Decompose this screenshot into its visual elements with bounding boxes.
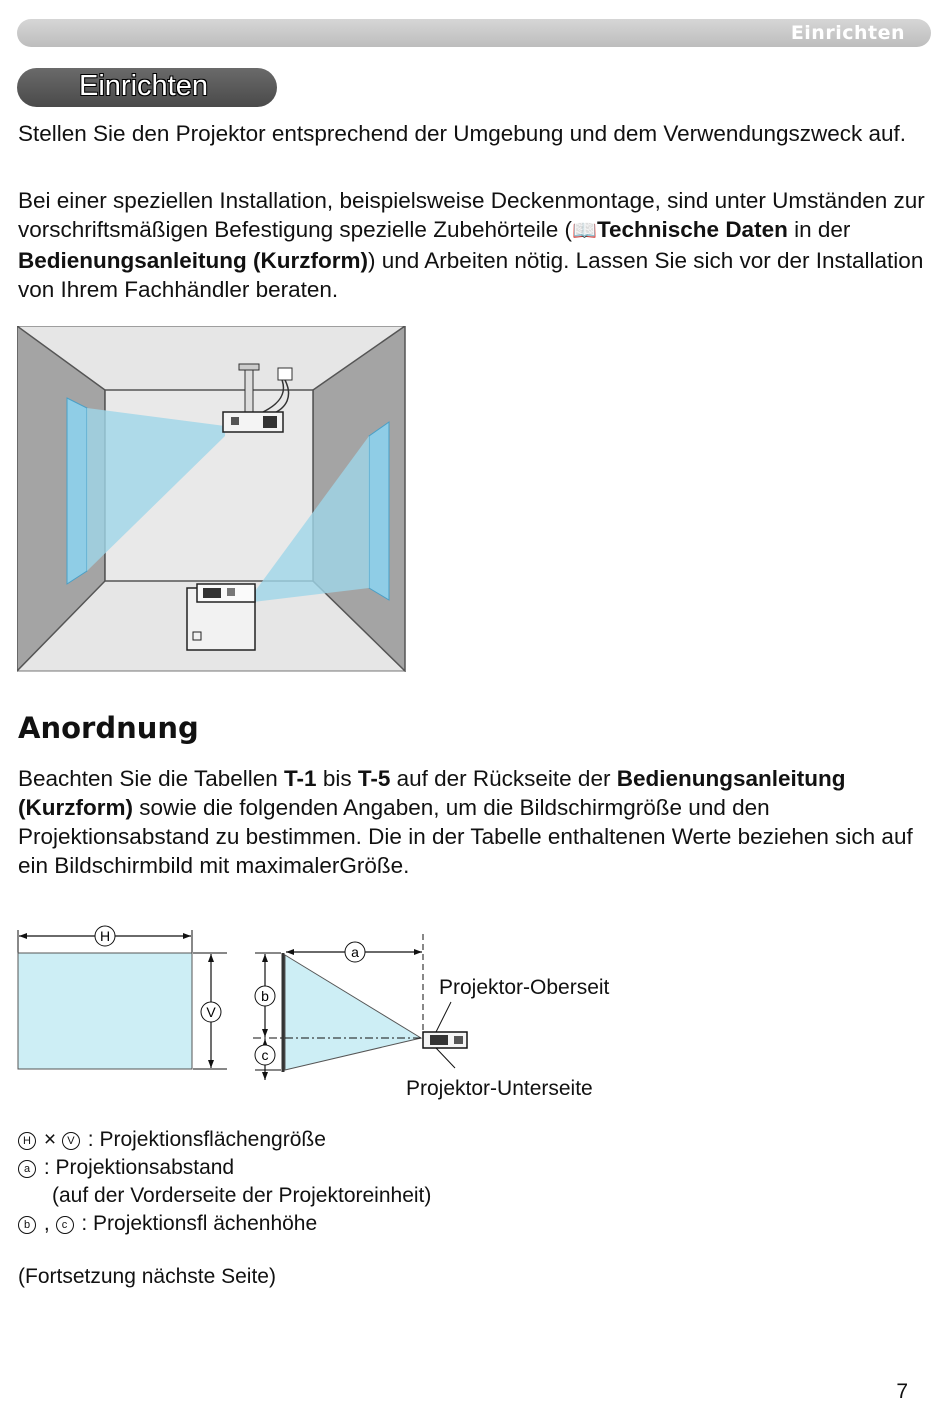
legend-a-symbol: a bbox=[18, 1160, 36, 1178]
header-bar bbox=[17, 19, 931, 47]
header-section-label: Einrichten bbox=[790, 22, 905, 44]
label-c: c bbox=[261, 1047, 269, 1063]
legend-h-symbol: H bbox=[18, 1132, 36, 1150]
legend-size: H × V : Projektionsflächengröße bbox=[18, 1126, 326, 1154]
legend-height: b , c : Projektionsfl ächenhöhe bbox=[18, 1210, 317, 1238]
page-title bbox=[17, 68, 277, 107]
label-h: H bbox=[99, 928, 111, 944]
legend-distance: a : Projektionsabstand bbox=[18, 1154, 234, 1182]
intro-paragraph-2: Bei einer speziellen Installation, beispielsweise Deckenmontage, sind unter Umständen zur vorschriftsmäßigen Befestigung spezielle Zubehörteile (📖Technische Daten in der Bedienungsanleitung (Kurzform)) und Arbeiten nötig. Lassen Sie sich vor der Installation von Ihrem Fachhändler beraten. bbox=[18, 188, 925, 302]
label-v: V bbox=[206, 1004, 216, 1020]
continuation-note: (Fortsetzung nächste Seite) bbox=[18, 1265, 276, 1288]
page-title-text: Einrichten bbox=[79, 70, 208, 102]
legend-c-symbol: c bbox=[56, 1216, 74, 1234]
label-a: a bbox=[351, 944, 359, 960]
legend-b-symbol: b bbox=[18, 1216, 36, 1234]
page-number: 7 bbox=[896, 1380, 908, 1403]
anordnung-paragraph: Beachten Sie die Tabellen T-1 bis T-5 auf der Rückseite der Bedienungsanleitung (Kurzform) sowie die folgenden Angaben, um die Bildschirmgröße und den Projektionsabstand zu bestimmen. Die in der Tabelle enthaltenen Werte beziehen sich auf ein Bildschirmbild mit maximalerGröße. bbox=[18, 766, 913, 878]
projection-diagram bbox=[15, 920, 495, 1090]
label-projektor-unterseite: Projektor-Unterseite bbox=[406, 1077, 593, 1100]
label-b: b bbox=[261, 988, 269, 1004]
label-projektor-oberseite: Projektor-Oberseit bbox=[439, 976, 610, 999]
legend-distance-note: (auf der Vorderseite der Projektoreinheit) bbox=[52, 1184, 432, 1207]
link-technische-daten: Technische Daten bbox=[596, 217, 788, 242]
room-illustration bbox=[17, 326, 407, 672]
intro-paragraph-1: Stellen Sie den Projektor entsprechend der Umgebung und dem Verwendungszweck auf. bbox=[18, 121, 907, 146]
legend-v-symbol: V bbox=[62, 1132, 80, 1150]
section-heading-anordnung: Anordnung bbox=[18, 711, 199, 745]
book-icon: 📖 bbox=[572, 220, 597, 242]
